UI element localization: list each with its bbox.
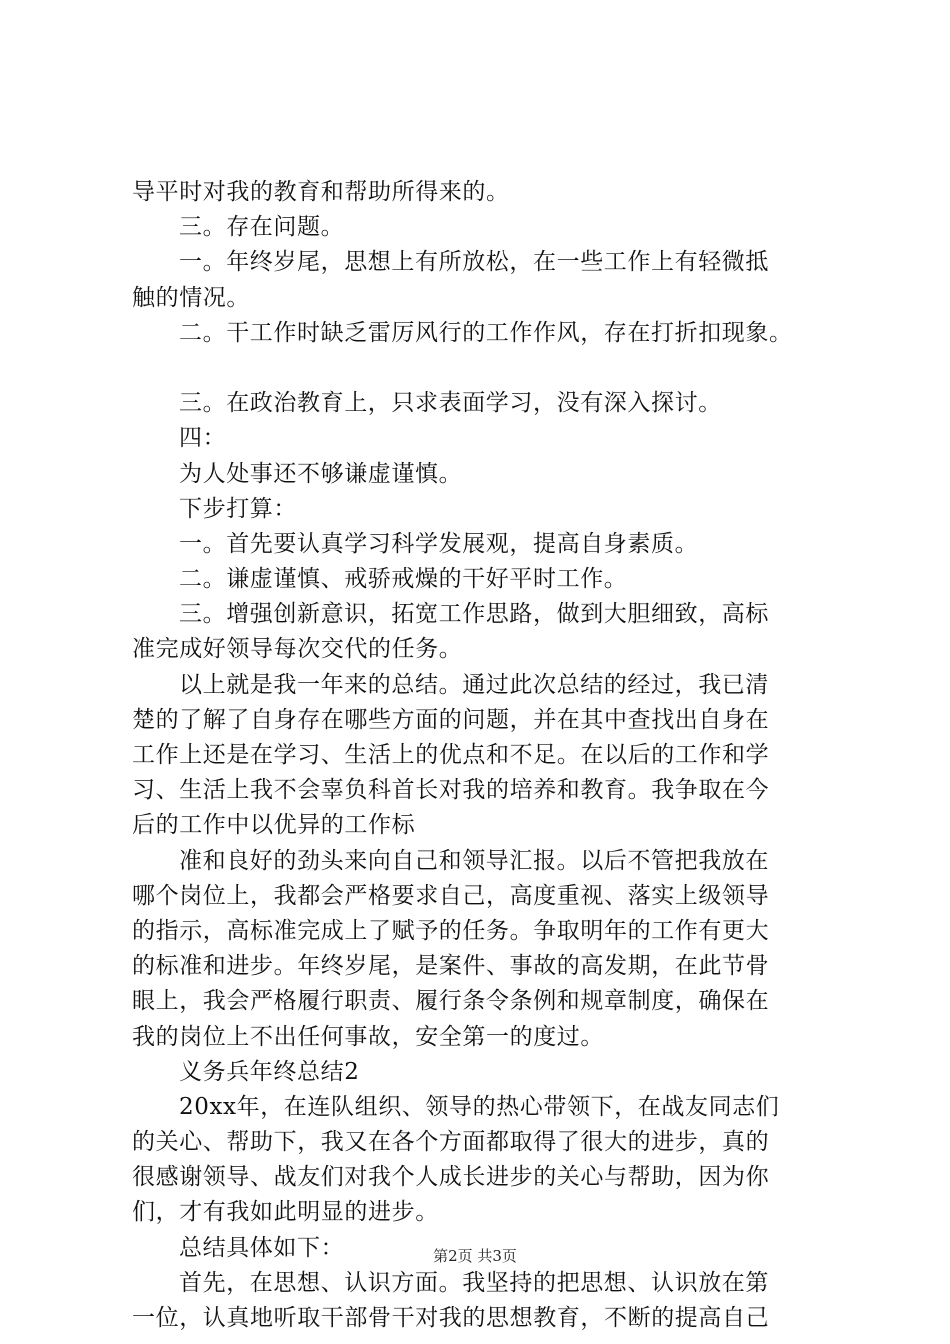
section-heading: 下步打算： [179,495,297,522]
text-line: 导平时对我的教育和帮助所得来的。 [132,179,510,205]
text-line: 楚的了解了自身存在哪些方面的问题，并在其中查找出自身在 [132,706,770,733]
text-line: 准完成好领导每次交代的任务。 [132,636,463,663]
text-line: 三。在政治教育上，只求表面学习，没有深入探讨。 [179,390,722,417]
section-heading: 三。存在问题。 [179,214,345,241]
text-line: 为人处事还不够谦虚谨慎。 [179,460,463,487]
text-line: 以上就是我一年来的总结。通过此次总结的经过，我已清 [179,671,769,698]
text-line: 二。谦虚谨慎、戒骄戒燥的干好平时工作。 [179,566,628,593]
text-line: 一。年终岁尾，思想上有所放松，在一些工作上有轻微抵 [179,249,769,276]
text-line: 一。首先要认真学习科学发展观，提高自身素质。 [179,530,699,557]
text-line: 触的情况。 [132,284,250,311]
blank-line [132,351,832,386]
text-line: 眼上，我会严格履行职责、履行条令条例和规章制度，确保在 [132,988,770,1015]
text-line: 后的工作中以优异的工作标 [132,812,416,839]
text-line: 工作上还是在学习、生活上的优点和不足。在以后的工作和学 [132,742,770,768]
page-number-footer: 第2页 共3页 [433,1247,517,1265]
text-line: 习、生活上我不会辜负科首长对我的培养和教育。我争取在今 [132,777,770,804]
text-line: 准和良好的劲头来向自己和领导汇报。以后不管把我放在 [179,847,769,874]
text-line: 我的岗位上不出任何事故，安全第一的度过。 [132,1023,604,1050]
text-line: 首先，在思想、认识方面。我坚持的把思想、认识放在第 [179,1269,769,1296]
section-heading: 总结具体如下： [179,1234,345,1261]
section-title: 义务兵年终总结2 [179,1058,360,1085]
text-line: 的指示，高标准完成上了赋予的任务。争取明年的工作有更大 [132,917,770,944]
text-line: 的标准和进步。年终岁尾，是案件、事故的高发期，在此节骨 [132,953,770,980]
text-line: 的关心、帮助下，我又在各个方面都取得了很大的进步，真的 [132,1129,770,1156]
text-line: 很感谢领导、战友们对我个人成长进步的关心与帮助，因为你 [132,1164,770,1191]
text-line: 哪个岗位上，我都会严格要求自己，高度重视、落实上级领导 [132,882,770,909]
text-line: 们，才有我如此明显的进步。 [132,1199,439,1226]
text-line: 20xx年，在连队组织、领导的热心带领下，在战友同志们 [179,1093,780,1120]
text-line: 二。干工作时缺乏雷厉风行的工作作风，存在打折扣现象。 [179,319,793,346]
text-line: 三。增强创新意识，拓宽工作思路，做到大胆细致，高标 [179,601,769,628]
text-line: 四： [179,425,227,452]
text-line: 一位，认真地听取干部骨干对我的思想教育，不断的提高自己 [132,1305,770,1331]
document-body [132,175,832,1336]
